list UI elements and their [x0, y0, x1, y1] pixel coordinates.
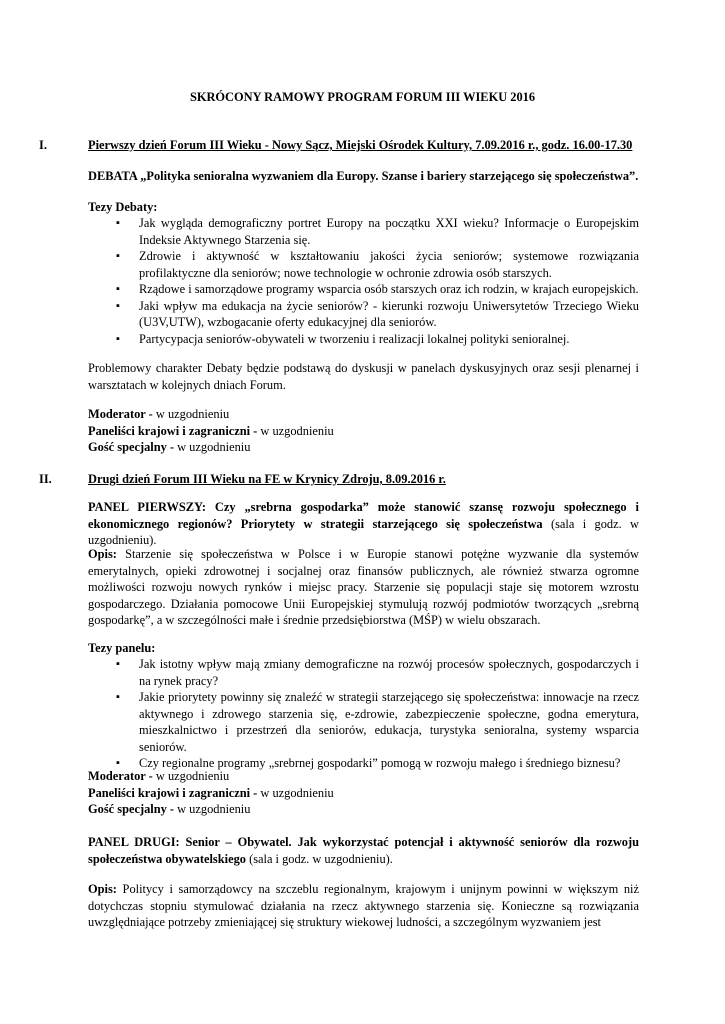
list-item: ▪ Jak wygląda demograficzny portret Europy na początku XXI wieku? Informacje o Europejskim Indeksie Aktywnego Starzenia się. [88, 215, 639, 248]
debate-theses-label: Tezy Debaty: [88, 200, 158, 214]
list-item: ▪ Zdrowie i aktywność w kształtowaniu jakości życia seniorów; systemowe rozwiązania profilaktyczne dla seniorów; nowe technologie w ochronie zdrowia osób starszych. [88, 248, 639, 281]
debate-title: DEBATA „Polityka senioralna wyzwaniem dla Europy. Szanse i bariery starzejącego się społeczeństwa”. [88, 169, 639, 183]
moderator-line: Moderator - w uzgodnieniu [88, 769, 230, 783]
section-1-number: I. [39, 138, 47, 152]
section-1-heading: Pierwszy dzień Forum III Wieku - Nowy Sącz, Miejski Ośrodek Kultury, 7.09.2016 r., godz. 16.00-17.30 [88, 138, 633, 152]
panelists-line: Paneliści krajowi i zagraniczni - w uzgodnieniu [88, 785, 334, 800]
guest-line: Gość specjalny - w uzgodnieniu [88, 440, 251, 454]
list-item: ▪ Jakie priorytety powinny się znaleźć w strategii starzejącego się społeczeństwa: innowacje na rzecz aktywnego i zdrowego starzenia się, e-zdrowie, zabezpieczenie społeczne, godna emerytura, mieszkalnictwo i przestrzeń dla seniorów, edukacja, turystyka senioralna, systemy wsparcia seniorów. [88, 689, 639, 755]
list-item: ▪ Jak istotny wpływ mają zmiany demograficzne na rozwój procesów społecznych, gospodarczych i na rynek pracy? [88, 656, 639, 689]
panel-2-title: PANEL DRUGI: Senior – Obywatel. Jak wykorzystać potencjał i aktywność seniorów dla rozwoju społeczeństwa obywatelskiego (sala i godz. w uzgodnieniu). [88, 835, 639, 866]
panel-1-description: Opis: Starzenie się społeczeństwa w Polsce i w Europie stanowi potężne wyzwanie dla systemów emerytalnych, opieki zdrowotnej i socjalnej oraz finansów publicznych, ale również stwarza ogromne możliwości rozwoju nowych rynków i miejsc pracy. Starzenie się populacji staje się motorem wzrostu gospodarczego. Działania pomocowe Unii Europejskiej stymulują rozwój podmiotów tworzących „srebrną gospodarkę”, a w szczególności małe i średnie przedsiębiorstwa (MŚP) w wielu obszarach. [88, 547, 639, 627]
guest-line: Gość specjalny - w uzgodnieniu [88, 802, 251, 816]
panelists-line: Paneliści krajowi i zagraniczni - w uzgodnieniu [88, 423, 334, 438]
list-item: ▪ Partycypacja seniorów-obywateli w tworzeniu i realizacji lokalnej polityki senioralnej. [88, 331, 639, 348]
panel-1-theses-label: Tezy panelu: [88, 641, 156, 655]
debate-roles [88, 406, 639, 456]
debate-note: Problemowy charakter Debaty będzie podstawą do dyskusji w panelach dyskusyjnych oraz sesji plenarnej i warsztatach w kolejnych dniach Forum. [88, 361, 639, 392]
section-2-number: II. [39, 472, 52, 486]
list-item: ▪ Czy regionalne programy „srebrnej gospodarki” pomogą w rozwoju małego i średniego biznesu? [88, 755, 639, 772]
panel-1-roles [88, 768, 639, 818]
panel-1-theses-list [88, 656, 639, 772]
section-2-heading: Drugi dzień Forum III Wieku na FE w Krynicy Zdroju, 8.09.2016 r. [88, 472, 446, 486]
moderator-line: Moderator - w uzgodnieniu [88, 407, 230, 421]
panel-1-title: PANEL PIERWSZY: Czy „srebrna gospodarka” może stanowić szansę rozwoju społecznego i ekonomicznego regionów? Priorytety w strategii starzejącego się społeczeństwa (sala i godz. w uzgodnieniu). [88, 500, 639, 547]
document-title: SKRÓCONY RAMOWY PROGRAM FORUM III WIEKU 2016 [189, 90, 536, 104]
panel-2-description: Opis: Politycy i samorządowcy na szczeblu regionalnym, krajowym i unijnym powinni w większym niż dotychczas stopniu stymulować działania na rzecz aktywnego starzenia się. Konieczne są rozwiązania uwzględniające potrzeby zmieniającej się struktury wiekowej ludności, a szczególnym wyzwaniem jest [88, 882, 639, 929]
list-item: ▪ Rządowe i samorządowe programy wsparcia osób starszych oraz ich rodzin, w krajach europejskich. [88, 281, 639, 298]
debate-theses-list [88, 215, 639, 347]
list-item: ▪ Jaki wpływ ma edukacja na życie seniorów? - kierunki rozwoju Uniwersytetów Trzeciego Wieku (U3V,UTW), wzbogacanie oferty edukacyjnej dla seniorów. [88, 298, 639, 331]
